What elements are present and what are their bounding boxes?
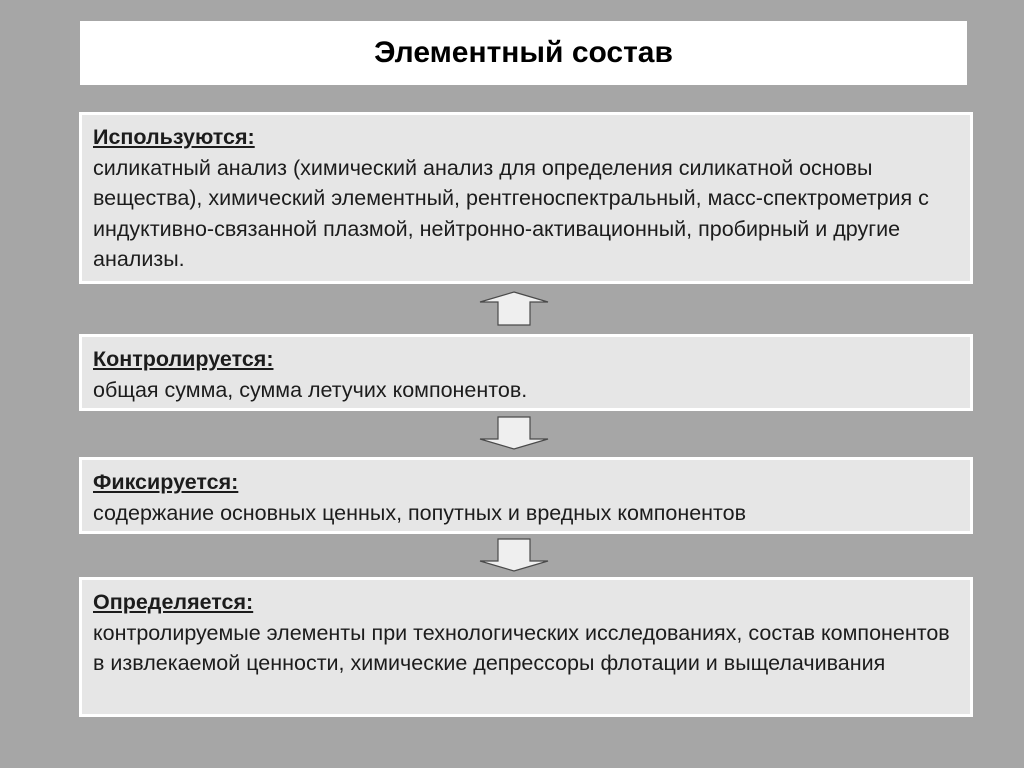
box-controlled xyxy=(79,334,973,411)
box-heading: Фиксируется: xyxy=(93,470,239,494)
arrow-up-icon xyxy=(478,291,550,327)
page-title: Элементный состав xyxy=(374,36,673,69)
box-heading: Контролируется: xyxy=(93,347,274,371)
box-text: силикатный анализ (химический анализ для определения силикатной основы вещества), химический элементный, рентгеноспектральный, масс-спектрометрия с индуктивно-связанной плазмой, нейтронно-активационный, пробирный и другие анализы. xyxy=(93,155,929,271)
box-fixed xyxy=(79,457,973,534)
box-used-methods xyxy=(79,112,973,284)
box-determined xyxy=(79,577,973,717)
box-text: содержание основных ценных, попутных и вредных компонентов xyxy=(93,500,747,525)
box-text: контролируемые элементы при технологических исследованиях, состав компонентов в извлекаемой ценности, химические депрессоры флотации и выщелачивания xyxy=(93,620,950,675)
arrow-down-icon xyxy=(478,416,550,450)
box-text: общая сумма, сумма летучих компонентов. xyxy=(93,377,528,402)
arrow-down-icon xyxy=(478,538,550,572)
box-heading: Используются: xyxy=(93,125,255,149)
title-box xyxy=(80,21,967,85)
box-heading: Определяется: xyxy=(93,590,254,614)
